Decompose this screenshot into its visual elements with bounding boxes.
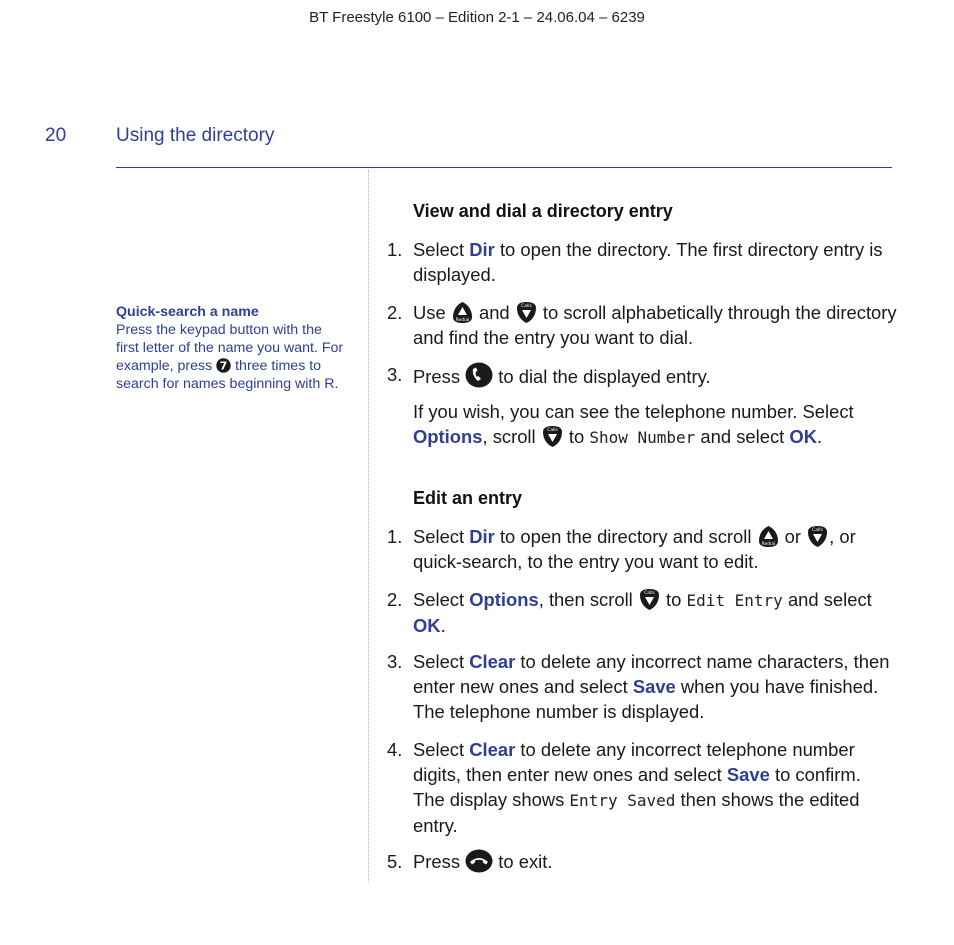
save-softkey-label: Save <box>632 676 676 697</box>
step-text: Use <box>413 302 446 323</box>
key-7-digit: 7 <box>219 359 228 373</box>
page-number: 20 <box>45 125 67 146</box>
note-text: , scroll <box>482 426 536 447</box>
step-number: 1. <box>387 526 403 547</box>
document-header: BT Freestyle 6100 – Edition 2-1 – 24.06.04 – 6239 <box>309 9 645 26</box>
step-text: Press <box>413 366 461 387</box>
save-softkey-label: Save <box>726 764 770 785</box>
step-number: 2. <box>387 302 403 323</box>
redial-up-icon <box>757 525 780 548</box>
step-text: Select <box>413 526 465 547</box>
step-text: . <box>440 615 446 636</box>
display-text-show-number: Show Number <box>589 428 696 447</box>
clear-softkey-label: Clear <box>469 739 516 760</box>
view-step-3 <box>387 362 897 389</box>
end-call-icon <box>465 849 493 873</box>
calls-down-icon <box>806 525 829 548</box>
step-text: to dial the displayed entry. <box>498 366 711 387</box>
step-text: to <box>666 589 682 610</box>
step-text: or quick-search, to the entry you want to edit. <box>413 526 856 572</box>
step-number: 1. <box>387 239 403 260</box>
note-text: If you wish, you can see the telephone number. Select <box>413 401 854 422</box>
calls-down-icon <box>541 425 564 448</box>
options-softkey-label: Options <box>469 589 539 610</box>
note-text: . <box>816 426 823 447</box>
redial-up-icon <box>451 301 474 324</box>
edit-step-4 <box>387 737 897 838</box>
step-text: to scroll alphabetically through the directory and find the entry you want to dial. <box>413 302 897 348</box>
svg-text:Redial: Redial <box>455 318 470 323</box>
show-number-note <box>413 399 893 450</box>
step-text: Select <box>413 239 465 260</box>
step-text: Press <box>413 851 461 872</box>
dir-softkey-label: Dir <box>469 239 495 260</box>
clear-softkey-label: Clear <box>469 651 516 672</box>
sidenote-body <box>116 321 346 393</box>
edit-entry-heading: Edit an entry <box>413 488 523 508</box>
edit-step-3 <box>387 649 897 724</box>
step-text: to delete any incorrect name characters, then enter new ones and select <box>413 651 890 697</box>
svg-text:Calls: Calls <box>546 428 558 433</box>
svg-text:Calls: Calls <box>520 304 532 309</box>
step-text: or <box>784 526 802 547</box>
calls-down-icon <box>515 301 538 324</box>
quick-search-sidenote <box>116 303 346 393</box>
sidenote-text-1: Press the keypad button with the first letter of the name you want. For example, press <box>116 322 344 374</box>
column-divider <box>368 170 369 882</box>
display-text-edit-entry: Edit Entry <box>686 591 783 610</box>
note-text: to <box>568 426 585 447</box>
view-step-1 <box>387 237 897 287</box>
title-rule <box>116 167 892 168</box>
step-text: , then scroll <box>538 589 633 610</box>
view-step-2 <box>387 300 897 350</box>
step-text: when you have finished. The telephone number is displayed. <box>413 676 879 722</box>
step-number: 3. <box>387 364 403 385</box>
edit-step-2 <box>387 587 897 638</box>
sidenote-text-2: three times to search for names beginning with R. <box>116 358 339 392</box>
options-softkey-label: Options <box>413 426 483 447</box>
step-text: and <box>478 302 510 323</box>
step-text: to open the directory. The first directory entry is displayed. <box>413 239 883 285</box>
step-text: to exit. <box>498 851 553 872</box>
view-dial-heading: View and dial a directory entry <box>413 201 673 221</box>
key-7-icon <box>216 358 231 373</box>
svg-text:Redial: Redial <box>761 542 775 547</box>
display-text-entry-saved: Entry Saved <box>569 791 676 810</box>
calls-down-icon <box>638 588 661 611</box>
ok-softkey-label: OK <box>789 426 817 447</box>
step-text: to delete any incorrect telephone number digits, then enter new ones and select <box>413 739 855 785</box>
step-text: to open the directory and scroll <box>499 526 752 547</box>
step-text: , <box>829 526 835 547</box>
svg-text:Calls: Calls <box>644 591 655 596</box>
step-number: 5. <box>387 851 403 872</box>
talk-icon <box>465 362 493 388</box>
step-text: Select <box>413 651 465 672</box>
step-number: 2. <box>387 589 403 610</box>
step-text: then shows the edited entry. <box>413 789 860 836</box>
dir-softkey-label: Dir <box>469 526 495 547</box>
step-text: to confirm. The display shows <box>413 764 861 810</box>
note-text: and select <box>700 426 785 447</box>
svg-text:Calls: Calls <box>812 528 824 533</box>
step-number: 3. <box>387 651 403 672</box>
section-title: Using the directory <box>116 125 275 146</box>
edit-step-1 <box>387 524 897 574</box>
ok-softkey-label: OK <box>413 615 441 636</box>
edit-step-5 <box>387 849 897 874</box>
step-number: 4. <box>387 739 403 760</box>
step-text: and select <box>787 589 872 610</box>
step-text: Select <box>413 739 465 760</box>
sidenote-title: Quick-search a name <box>116 304 259 320</box>
step-text: Select <box>413 589 465 610</box>
